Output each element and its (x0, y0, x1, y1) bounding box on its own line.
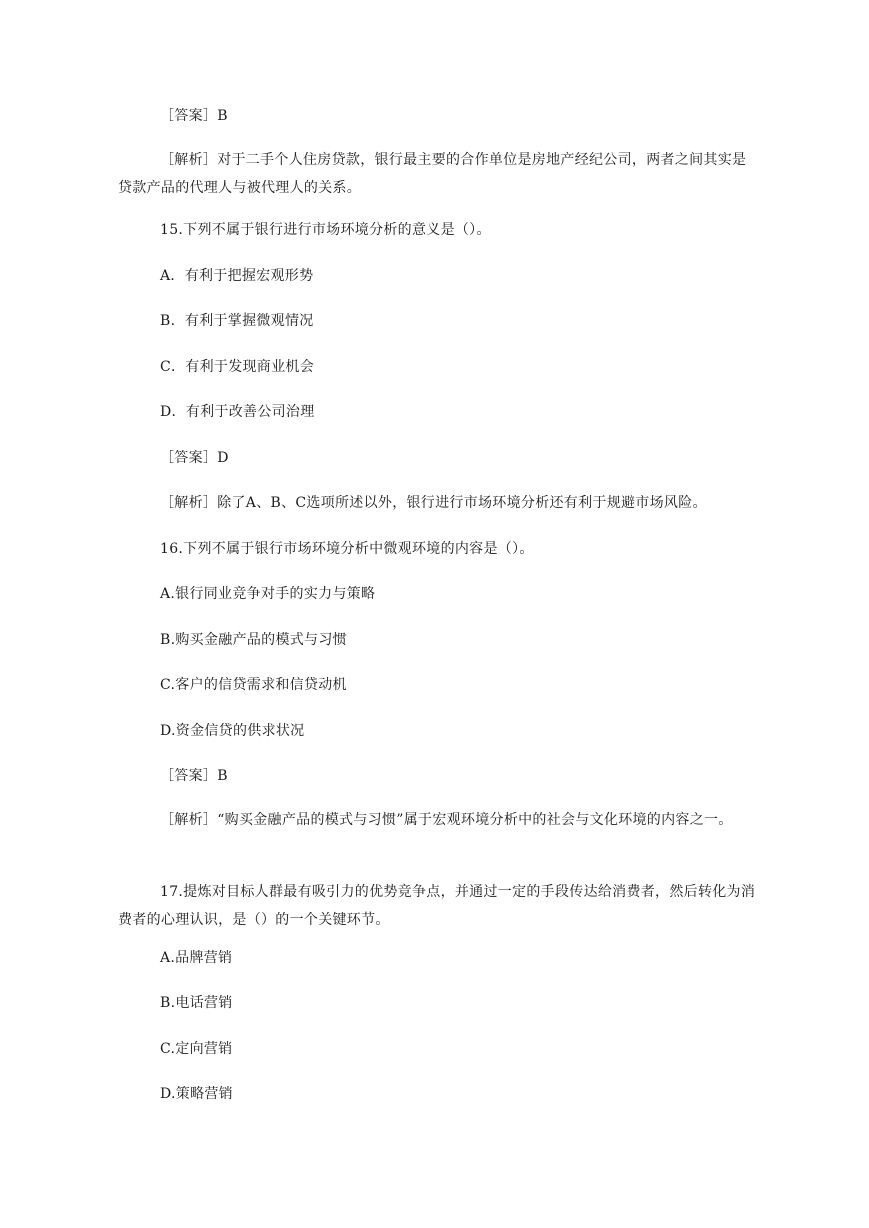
question-17-option-c: C.定向营销 (160, 1041, 233, 1057)
question-15-analysis: ［解析］除了A、B、C选项所述以外，银行进行市场环境分析还有利于规避市场风险。 (160, 495, 707, 511)
question-17-stem (118, 878, 758, 934)
analysis-text (118, 146, 758, 202)
analysis-content: ［解析］对于二手个人住房贷款，银行最主要的合作单位是房地产经纪公司，两者之间其实是贷款产品的代理人与被代理人的关系。 (118, 152, 747, 196)
question-17-option-d: D.策略营销 (160, 1086, 233, 1102)
question-15-stem: 15.下列不属于银行进行市场环境分析的意义是（）。 (160, 222, 491, 238)
question-16-option-a: A.银行同业竞争对手的实力与策略 (160, 586, 376, 602)
question-15-option-c: C．有利于发现商业机会 (160, 359, 315, 375)
question-15-option-d: D．有利于改善公司治理 (160, 404, 315, 420)
question-16-option-c: C.客户的信贷需求和信贷动机 (160, 677, 347, 693)
question-17-option-a: A.品牌营销 (160, 950, 233, 966)
question-15-answer: ［答案］D (160, 450, 229, 466)
question-17-stem-content: 17.提炼对目标人群最有吸引力的优势竞争点，并通过一定的手段传达给消费者，然后转化为消费者的心理认识，是（）的一个关键环节。 (118, 884, 756, 928)
question-15-option-a: A．有利于把握宏观形势 (160, 268, 314, 284)
question-16-stem: 16.下列不属于银行市场环境分析中微观环境的内容是（）。 (160, 541, 534, 557)
question-16-analysis (118, 806, 758, 834)
question-17-option-b: B.电话营销 (160, 995, 233, 1011)
question-15-option-b: B．有利于掌握微观情况 (160, 313, 314, 329)
question-16-option-d: D.资金信贷的供求状况 (160, 723, 305, 739)
question-16-option-b: B.购买金融产品的模式与习惯 (160, 632, 347, 648)
answer-text: ［答案］B (160, 108, 228, 124)
question-16-analysis-content: ［解析］“购买金融产品的模式与习惯”属于宏观环境分析中的社会与文化环境的内容之一。 (160, 812, 733, 828)
question-16-answer: ［答案］B (160, 768, 228, 784)
